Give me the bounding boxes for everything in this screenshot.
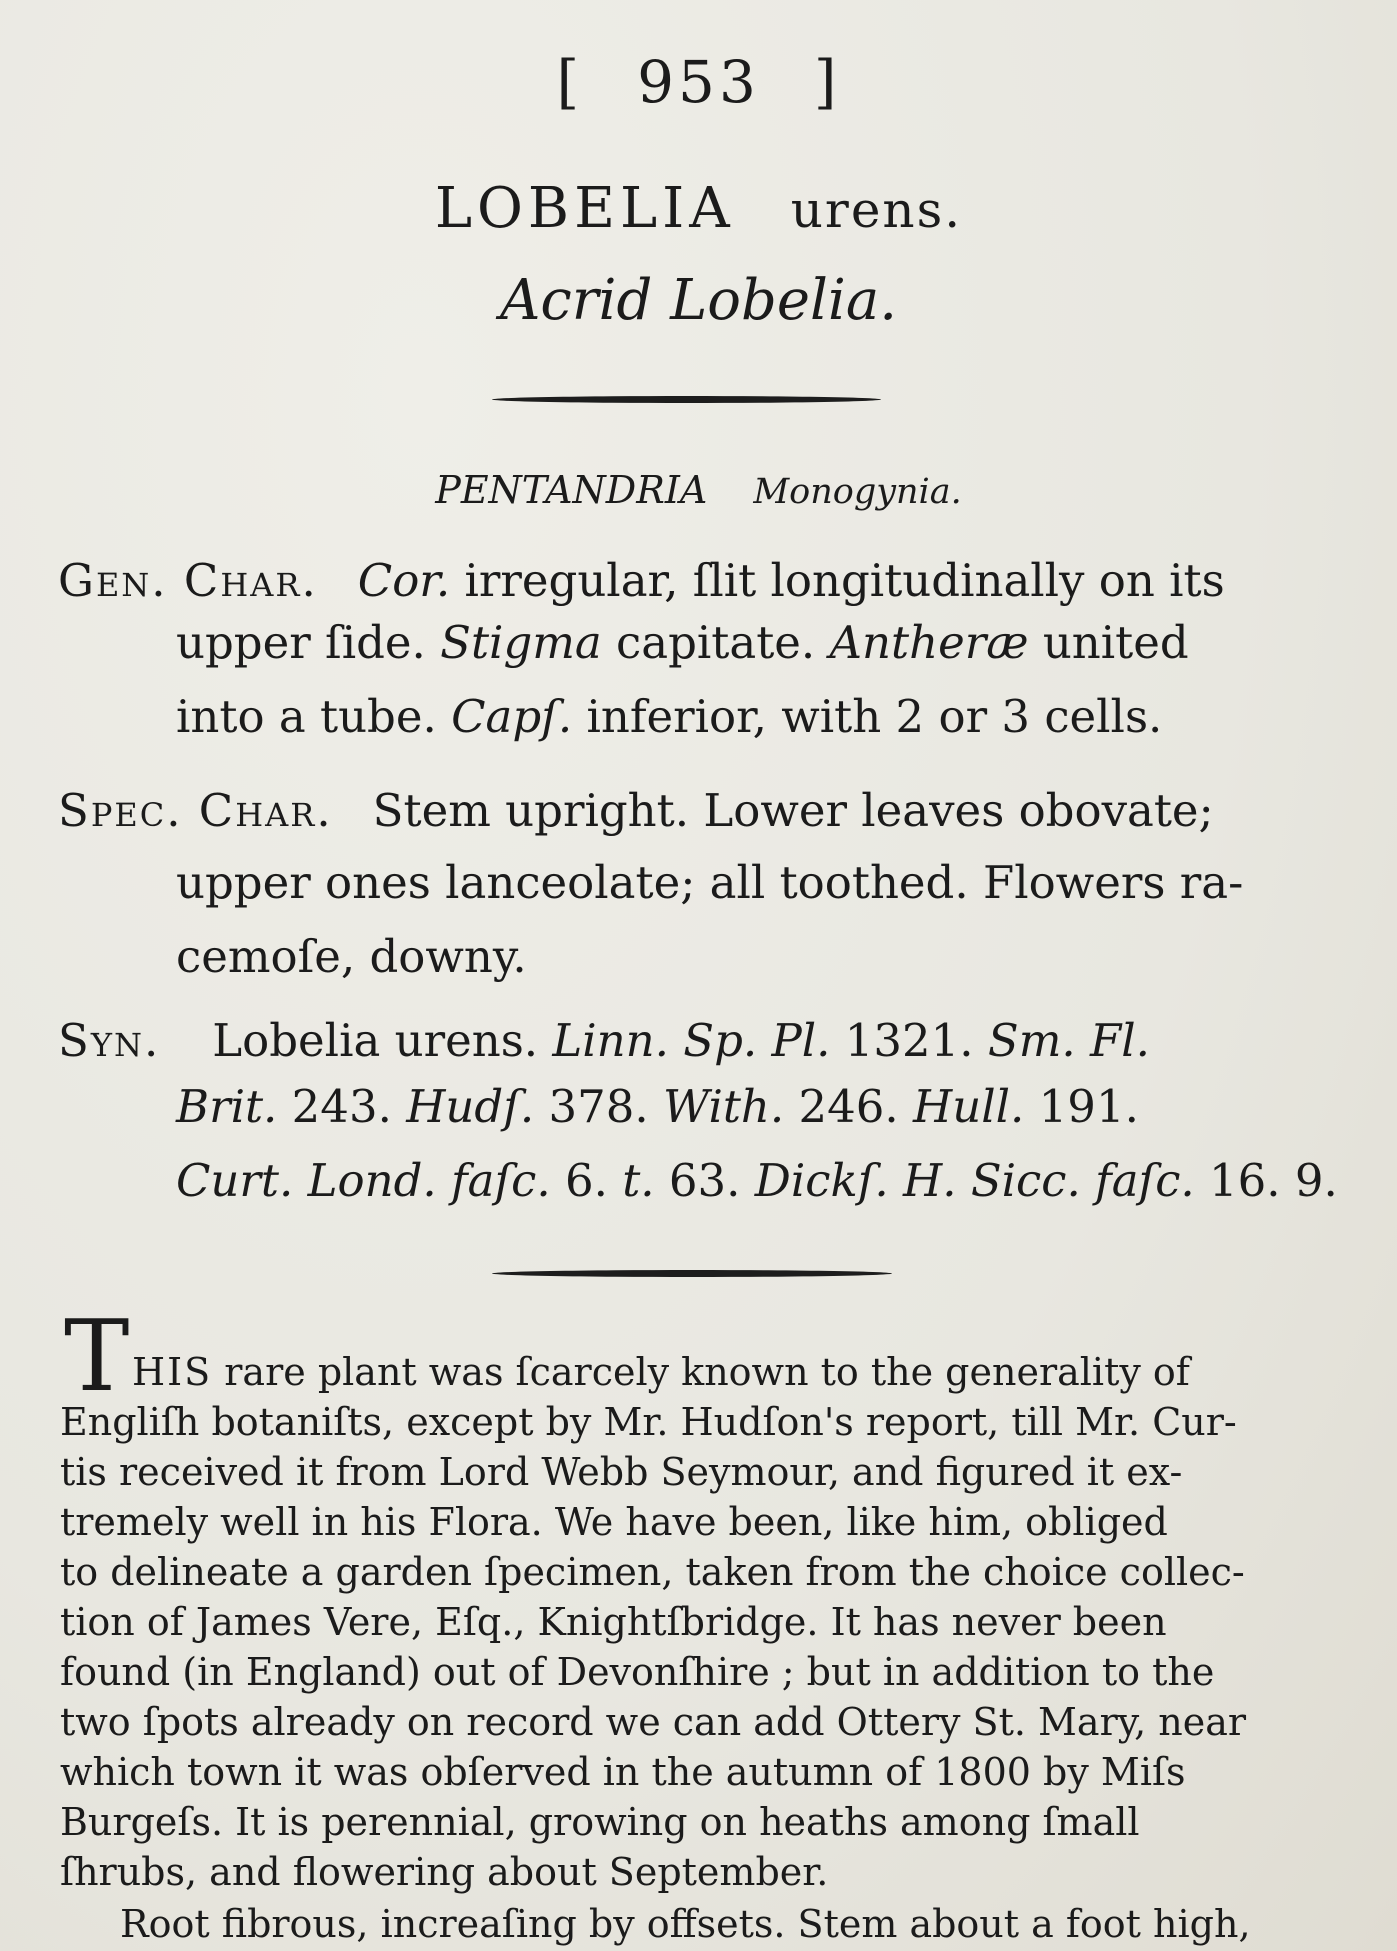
spec-char-line-1: Spec. Char. Stem upright. Lower leaves obovate;: [58, 784, 1214, 837]
page-number-value: 953: [637, 48, 760, 116]
gen-char-line-2: upper ſide. Stigma capitate. Antheræ united: [176, 616, 1189, 669]
page-number: [0, 48, 1397, 116]
divider-rule-bottom: [492, 1270, 892, 1277]
bracket-open: [: [556, 48, 584, 116]
bracket-close: ]: [813, 48, 841, 116]
spec-char-line-3: cemoſe, downy.: [176, 930, 527, 983]
syn-line-2: Brit. 243. Hudſ. 378. With. 246. Hull. 191.: [176, 1080, 1139, 1133]
gen-char-label: Gen. Char.: [58, 554, 318, 607]
body-line-10: Burgeſs. It is perennial, growing on heaths among ſmall: [60, 1800, 1140, 1844]
order-name: Monogynia.: [753, 472, 962, 512]
common-name: Acrid Lobelia.: [499, 268, 898, 333]
linnaean-classification: [0, 468, 1397, 512]
class-name: PENTANDRIA: [435, 468, 708, 512]
gen-char-line-3: into a tube. Capſ. inferior, with 2 or 3 cells.: [176, 690, 1163, 743]
gen-char-line-1: Gen. Char. Cor. irregular, ſlit longitudinally on its: [58, 554, 1225, 607]
body-line-3: tis received it from Lord Webb Seymour, and figured it ex-: [60, 1450, 1183, 1494]
plant-title: [0, 176, 1397, 241]
body-line-4: tremely well in his Flora. We have been, like him, obliged: [60, 1500, 1168, 1544]
body-line-2: Engliſh botaniſts, except by Mr. Hudſon's report, till Mr. Cur-: [60, 1400, 1237, 1444]
genus-name: LOBELIA: [434, 176, 735, 241]
body-line-7: found (in England) out of Devonſhire ; but in addition to the: [60, 1650, 1215, 1694]
divider-rule-top: [492, 396, 881, 403]
drop-cap: T: [64, 1300, 130, 1414]
spec-char-label: Spec. Char.: [58, 784, 333, 837]
body-line-11: ſhrubs, and flowering about September.: [60, 1850, 829, 1894]
body-line-8: two ſpots already on record we can add Ottery St. Mary, near: [60, 1700, 1247, 1744]
body-line-9: which town it was obſerved in the autumn of 1800 by Miſs: [60, 1750, 1186, 1794]
species-name: urens.: [790, 181, 963, 239]
syn-label: Syn.: [58, 1014, 161, 1067]
syn-line-3: Curt. Lond. faſc. 6. t. 63. Dickſ. H. Sicc. faſc. 16. 9.: [176, 1154, 1338, 1207]
body-line-12: Root fibrous, increaſing by offsets. Stem about a foot high,: [120, 1902, 1251, 1946]
spec-char-line-2: upper ones lanceolate; all toothed. Flowers ra-: [176, 856, 1244, 909]
body-line-5: to delineate a garden ſpecimen, taken from the choice collec-: [60, 1550, 1245, 1594]
body-line-1: HIS rare plant was ſcarcely known to the generality of: [132, 1350, 1190, 1394]
body-line-6: tion of James Vere, Eſq., Knightſbridge. It has never been: [60, 1600, 1167, 1644]
syn-line-1: Syn. Lobelia urens. Linn. Sp. Pl. 1321. Sm. Fl.: [58, 1014, 1150, 1067]
